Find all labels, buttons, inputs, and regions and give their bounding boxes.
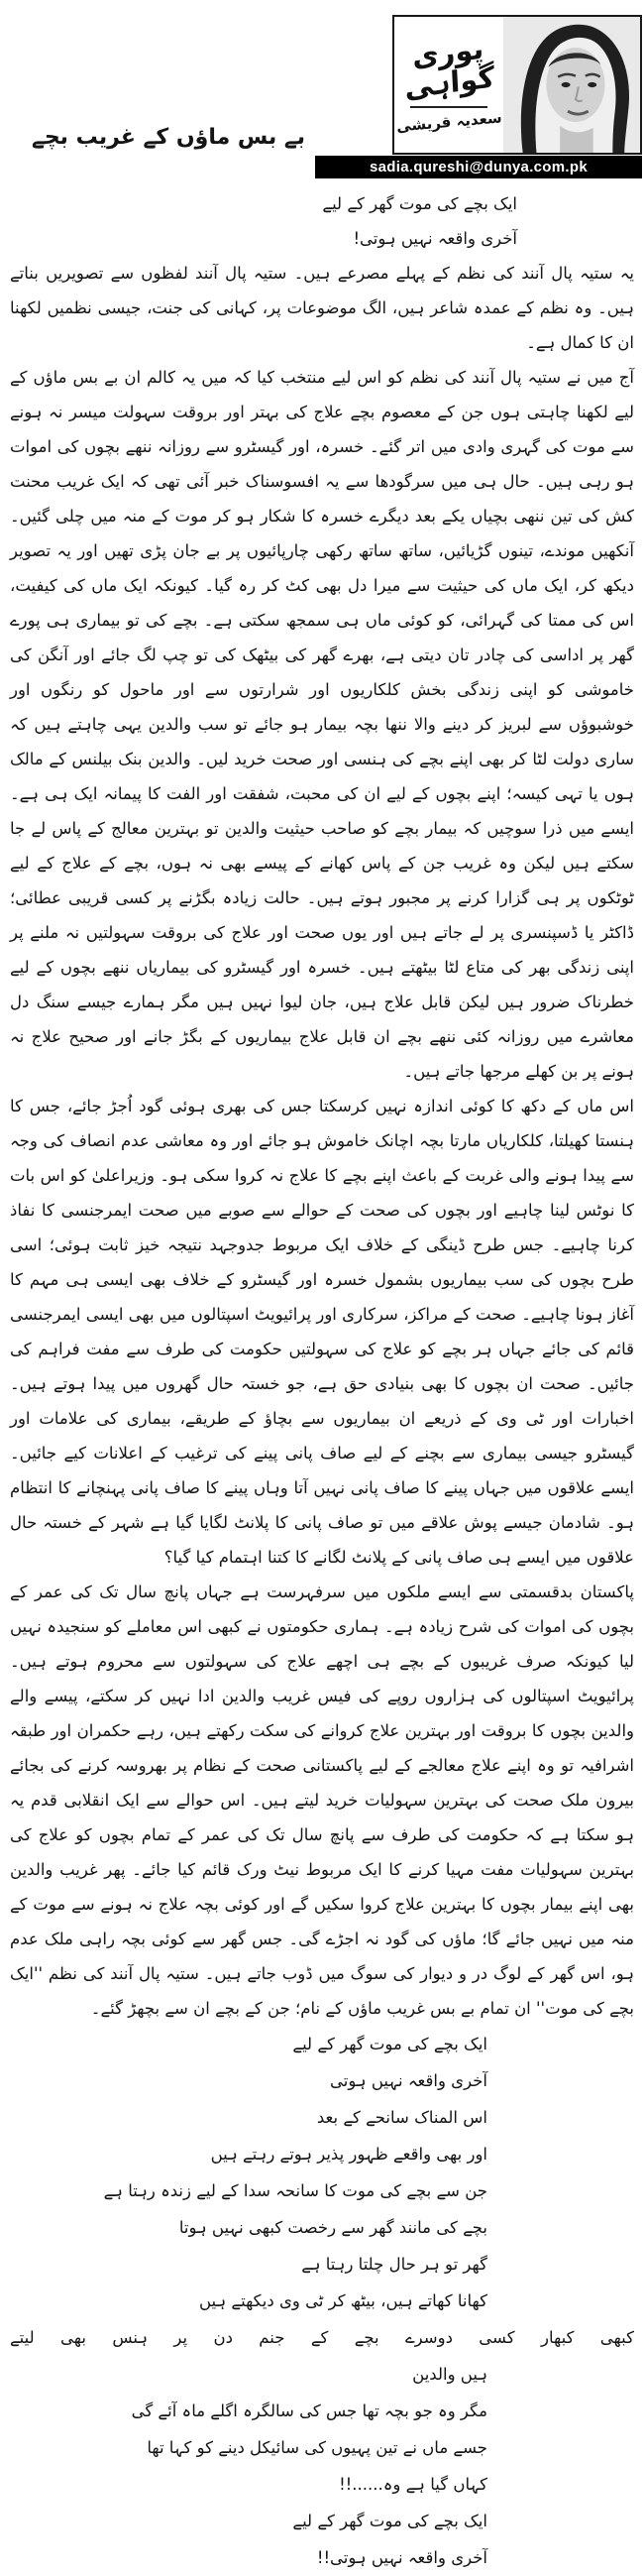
poem-line: ہیں والدین [412,2365,487,2384]
masthead-left-column [394,17,503,153]
poem-line: ایک بچے کی موت گھر کے لیے [292,2035,487,2053]
article-paragraph: آج میں نے ستیہ پال آنند کی نظم کو اس لیے منتخب کیا کہ میں یہ کالم ان بے بس ماؤں کے لیے لکھنا چاہتی ہوں جن کے معصوم بچے علاج کی بہتر اور بروقت سہولت میسر نہ ہونے سے موت کی گہری وادی میں اتر گئے۔ خسرہ، اور گیسٹرو سے روزانہ ننھے بچوں کی اموات ہو رہی ہیں۔ حال ہی میں سرگودھا سے یہ افسوسناک خبر آئی تھی کہ ایک غریب محنت کش کی تین ننھی بچیاں یکے بعد دیگرے خسرہ کا شکار ہو کر موت کے منہ میں چلی گئیں۔ آنکھیں موندے، تینوں گڑیائیں، ساتھ ساتھ رکھی چارپائیوں پر بے جان پڑی تھیں اور یہ تصویر دیکھ کر، ایک ماں کی حیثیت سے میرا دل بھی کٹ کر رہ گیا۔ کیونکہ ایک ماں کی کیفیت، اس کی ممتا کی گہرائی، کو کوئی ماں ہی سمجھ سکتی ہے۔ بچے کی تو بیماری ہی پورے گھر پر اداسی کی چادر تان دیتی ہے، بھرے گھر کی بیٹھک کی تو چپ لگ جائے اور آنگن کی خاموشی کو اپنی زندگی بخش کلکاریوں اور شرارتوں سے اور ماحول کو رنگوں اور خوشبوؤں سے لبریز کر دینے والا ننھا بچہ بیمار ہو جائے تو سب والدین یہی چاہتے ہیں کہ ساری دولت لٹا کر بھی اپنے بچے کی ہنسی اور صحت خرید لیں۔ والدین بنک بیلنس کے مالک ہوں یا تہی کیسہ؛ اپنے بچوں کے لیے ان کی محبت، شفقت اور الفت کا پیمانہ ایک ہی ہے۔ ایسے میں ذرا سوچیں کہ بیمار بچے کو صاحب حیثیت والدین تو بہترین معالج کے پاس لے جا سکتے ہیں لیکن وہ غریب جن کے پاس کھانے کے پیسے بھی نہ ہوں، بچے کے علاج کے لیے ٹوٹکوں پر ہی گزارا کرنے پر مجبور ہوتے ہیں۔ حالت زیادہ بگڑنے پر کسی قریبی عطائی؛ ڈاکٹر یا ڈسپنسری پر لے جاتے ہیں اور یوں صحت اور علاج کی بروقت سہولتیں نہ ملنے پر اپنی زندگی بھر کی متاع لٹا بیٹھتے ہیں۔ خسرہ اور گیسٹرو کی بیماریاں ننھے بچوں کے لیے خطرناک ضرور ہیں لیکن قابل علاج ہیں، جان لیوا نہیں ہیں مگر ہمارے جیسے سنگ دل معاشرے میں روزانہ کئی ننھے بچے ان قابل علاج بیماریوں کے بگڑ جانے اور صحیح علاج نہ ہونے پر بن کھلے مرجھا جاتے ہیں۔ [10,368,634,1081]
article-paragraphs [10,256,634,2026]
poem-line: ایک بچے کی موت گھر کے لیے [292,2512,487,2530]
poem-line: گھر تو ہر حال چلتا رہتا ہے [301,2255,487,2274]
masthead-divider [410,106,487,108]
article-paragraph: پاکستان بدقسمتی سے ایسے ملکوں میں سرفہرست ہے جہاں پانچ سال تک کی عمر کے بچوں کی اموات کی شرح زیادہ ہے۔ ہماری حکومتوں نے کبھی اس معاملے کو سنجیدہ نہیں لیا کیونکہ صرف غریبوں کے بچے ہی اچھے علاج کی سہولتوں سے محروم ہوتے ہیں۔ پرائیویٹ اسپتالوں کی ہزاروں روپے کی فیس غریب والدین ادا نہیں کر سکتے، پیسے والے والدین بچوں کا بروقت اور بہترین علاج کروانے کی سکت رکھتے ہیں، رہے حکمران اور طبقہ اشرافیہ تو وہ اپنے علاج معالجے کے لیے پاکستانی صحت کے نظام پر بھروسہ کرنے کی بجائے بیرون ملک صحت کی بہترین سہولیات خرید لیتے ہیں۔ اس حوالے سے ایک انقلابی قدم یہ ہو سکتا ہے کہ حکومت کی طرف سے پانچ سال تک کی عمر کے تمام بچوں کو علاج کی بہترین سہولیات مفت مہیا کرنے کا ایک مربوط نیٹ ورک قائم کیا جائے۔ پھر غریب والدین بھی اپنے بیمار بچوں کا بہترین علاج کروا سکیں گے اور کوئی بچہ علاج نہ ہونے سے موت کے منہ میں نہیں جائے گا؛ ماؤں کی گود نہ اجڑے گی۔ جس گھر سے کوئی بچہ راہی ملک عدم ہو، اس گھر کے لوگ در و دیوار کی سوگ میں ڈوب جاتے ہیں۔ ستیہ پال آنند کی نظم ''ایک بچے کی موت'' ان تمام بے بس غریب ماؤں کے نام؛ جن کے بچے ان سے بچھڑ گئے۔ [10,1582,634,2018]
column-header [0,0,644,182]
column-masthead-box [392,15,642,155]
closing-poem [10,2026,634,2576]
poem-line: آخری واقعہ نہیں ہوتی!! [316,2548,487,2567]
column-title-calligraphy: پوری گواہی [403,31,495,105]
opening-verse [10,186,634,256]
author-email-bar: sadia.qureshi@dunya.com.pk [315,156,642,178]
poem-line: اس المناک سانحے کے بعد [316,2108,487,2127]
article-paragraph: یہ ستیہ پال آنند کی نظم کے پہلے مصرعے ہیں۔ ستیہ پال آنند لفظوں سے تصویریں بناتے ہیں۔ وہ نظم کے عمدہ شاعر ہیں، الگ موضوعات پر، کہانی کی جنت، جیسی نظمیں لکھنا ان کا کمال ہے۔ [10,264,634,352]
poem-line: کبھی کبھار کسی دوسرے بچے کے جنم دن پر ہنس بھی لیتے [10,2328,634,2347]
poem-line: جن سے بچے کی موت کا سانحہ سدا کے لیے زندہ رہتا ہے [103,2181,487,2200]
poem-line: مگر وہ جو بچہ تھا جس کی سالگرہ اگلے ماہ آئے گی [131,2401,487,2420]
article-body [0,182,644,2576]
poem-line: جسے ماں نے تین پہیوں کی سائیکل دینے کو کہا تھا [147,2438,487,2457]
verse-line: ایک بچے کی موت گھر کے لیے [322,194,517,213]
article-paragraph: اس ماں کے دکھ کا کوئی اندازہ نہیں کرسکتا جس کی بھری ہوئی گود اُجڑ جائے، جس کا ہنستا کھیلتا، کلکاریاں مارتا بچہ اچانک خاموش ہو جائے اور وہ معاشی عدم انصاف کی وجہ سے پیدا ہونے والی غربت کے باعث اپنے بچے کا علاج نہ کروا سکی ہو۔ وزیراعلیٰ کو اس بات کا نوٹس لینا چاہیے اور بچوں کی صحت کے حوالے سے صوبے میں صحت ایمرجنسی کا نفاذ کرنا چاہیے۔ جس طرح ڈینگی کے خلاف ایک مربوط جدوجہد نتیجہ خیز ثابت ہوئی؛ اسی طرح بچوں کی سب بیماریوں بشمول خسرہ اور گیسٹرو کے خلاف بھی ایسی ہی مہم کا آغاز ہونا چاہیے۔ صحت کے مراکز، سرکاری اور پرائیویٹ اسپتالوں میں بھی ایسی ایمرجنسی قائم کی جائے جہاں ہر بچے کو علاج کی سہولتیں حکومت کی طرف سے مفت فراہم کی جائیں۔ صحت ان بچوں کا بھی بنیادی حق ہے، جو خستہ حال گھروں میں پیدا ہوتے ہیں۔ اخبارات اور ٹی وی کے ذریعے ان بیماریوں سے بچاؤ کے طریقے، بیماری کی علامات اور گیسٹرو جیسی بیماری سے بچنے کے لیے صاف پانی پینے کی ترغیب کے اعلانات کیے جائیں۔ ایسے علاقوں میں جہاں پینے کا صاف پانی نہیں آتا وہاں پینے کا صاف پانی پہنچانے کا انتظام ہو۔ شادمان جیسے پوش علاقے میں تو صاف پانی کا پلانٹ لگایا گیا ہے شہر کے خستہ حال علاقوں میں ایسے ہی صاف پانی کے پلانٹ لگانے کا کتنا اہتمام کیا گیا؟ [10,1097,634,1567]
poem-line: آخری واقعہ نہیں ہوتی [330,2071,487,2090]
poem-line: بچے کی مانند گھر سے رخصت کبھی نہیں ہوتا [178,2218,487,2237]
author-name: سعدیہ قریشی [395,108,502,136]
poem-line: کھانا کھاتے ہیں، بیٹھ کر ٹی وی دیکھتے ہیں [198,2291,487,2310]
author-photo [503,17,640,153]
poem-line: کہاں گیا ہے وہ......!! [339,2475,487,2494]
poem-line: اور بھی واقعے ظہور پذیر ہوتے رہتے ہیں [210,2145,487,2164]
article-title: بے بس ماؤں کے غریب بچے [31,125,306,150]
verse-line: آخری واقعہ نہیں ہوتی! [353,229,517,248]
